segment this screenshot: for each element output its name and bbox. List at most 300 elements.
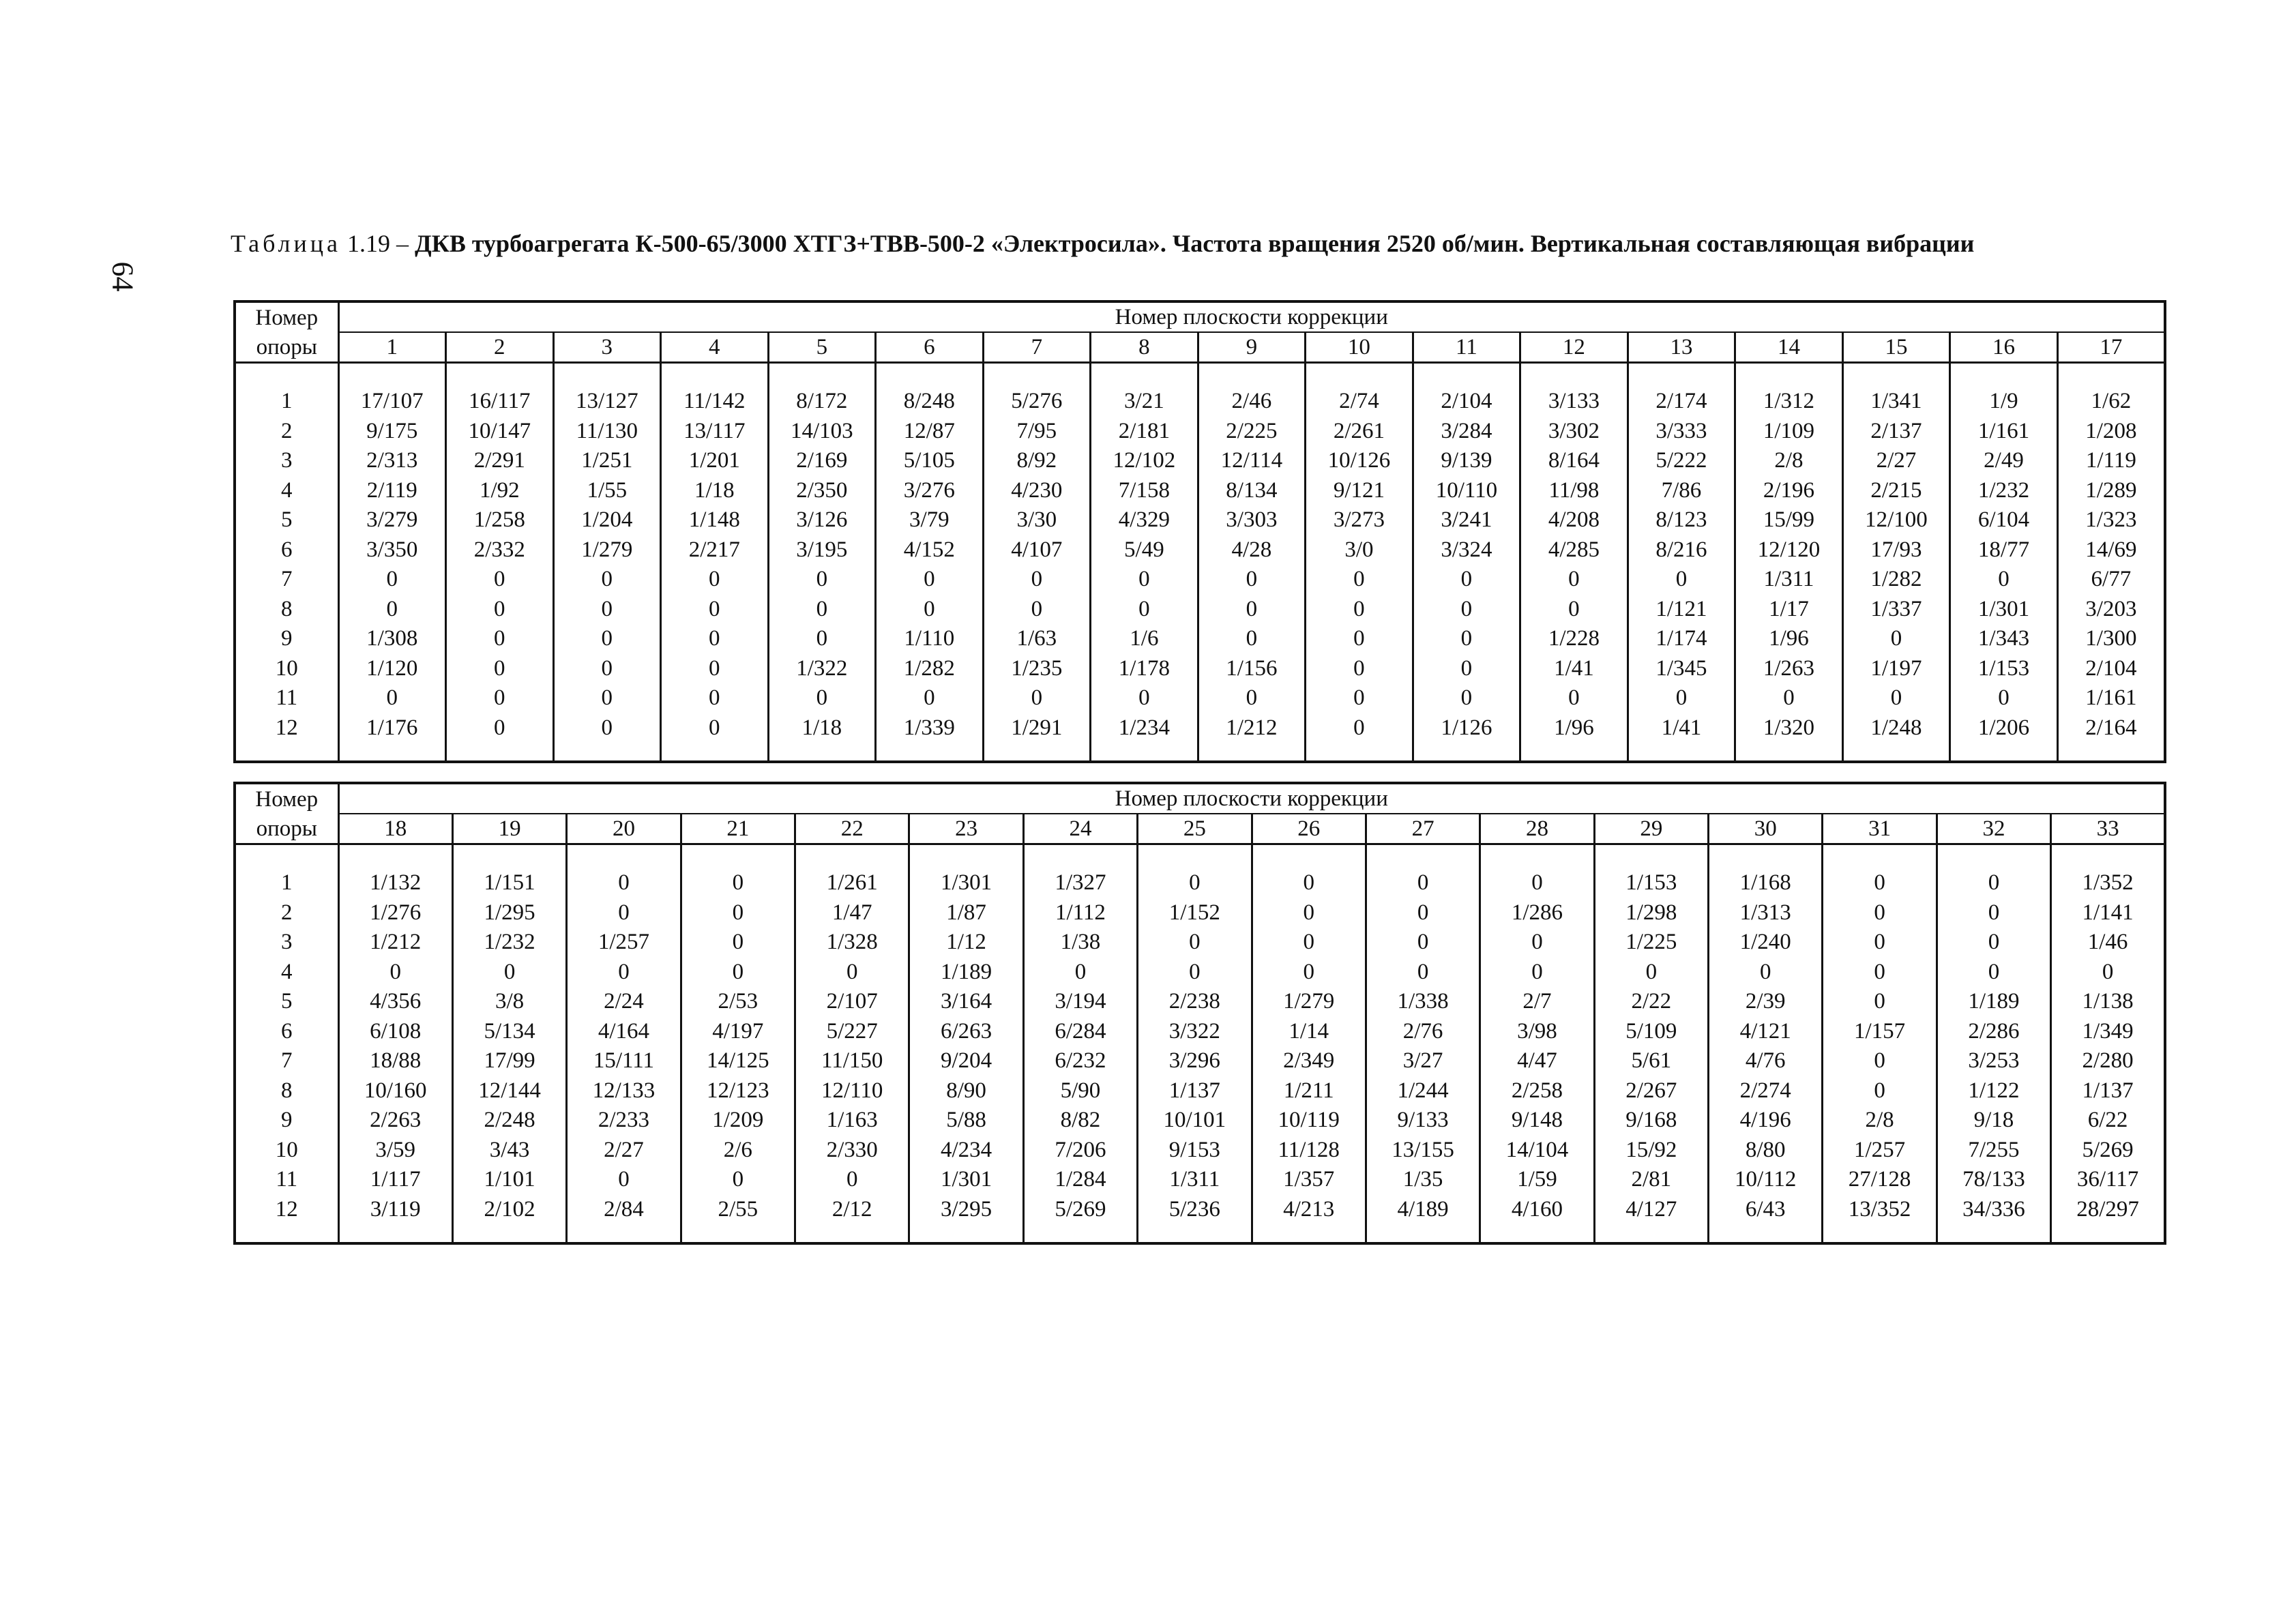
table-cell: 1/301 [909,1165,1023,1195]
table-cell: 0 [338,595,446,625]
table-row [235,654,2165,684]
table-cell: 3/8 [452,987,566,1017]
column-header: 22 [795,814,909,844]
table-cell: 0 [1950,565,2058,595]
table-cell: 1/152 [1138,898,1252,928]
table-cell: 1/122 [1937,1076,2050,1106]
table-cell: 1/312 [1735,387,1843,417]
support-number: 9 [235,1106,338,1136]
table-cell: 1/120 [338,654,446,684]
table-cell: 0 [1198,595,1306,625]
column-header: 4 [661,332,769,363]
table-cell: 7/255 [1937,1136,2050,1166]
table-cell: 4/189 [1366,1195,1480,1225]
column-header: 20 [567,814,681,844]
support-number: 9 [235,624,338,654]
table-cell: 3/253 [1937,1046,2050,1076]
table-cell: 0 [553,683,661,713]
table-cell: 1/225 [1594,928,1708,958]
column-header: 15 [1842,332,1950,363]
table-cell: 0 [1252,928,1366,958]
table-cell: 13/127 [553,387,661,417]
table-cell: 0 [1480,928,1594,958]
table-cell: 2/174 [1628,387,1735,417]
table-cell: 6/108 [338,1017,452,1047]
table-row [235,1046,2165,1076]
table-cell: 4/127 [1594,1195,1708,1225]
table-cell: 1/209 [681,1106,795,1136]
table-cell: 4/208 [1520,505,1628,535]
table-cell: 3/21 [1091,387,1198,417]
table-cell: 0 [1520,683,1628,713]
group-header: Номер плоскости коррекции [338,783,2165,814]
table-cell: 0 [567,958,681,988]
table-cell: 1/96 [1735,624,1843,654]
table-cell: 1/59 [1480,1165,1594,1195]
table-cell: 8/123 [1628,505,1735,535]
table-cell: 0 [1138,928,1252,958]
table-cell: 1/41 [1628,713,1735,743]
table-cell: 0 [553,595,661,625]
table-cell: 12/114 [1198,446,1306,476]
table-cell: 2/24 [567,987,681,1017]
support-number: 1 [235,868,338,898]
table-cell: 12/123 [681,1076,795,1106]
table-cell: 8/92 [983,446,1091,476]
table-cell: 5/236 [1138,1195,1252,1225]
table-cell: 2/350 [768,476,876,506]
table-cell: 4/356 [338,987,452,1017]
table-cell: 1/157 [1823,1017,1937,1047]
table-cell: 0 [768,565,876,595]
table-cell: 3/276 [876,476,984,506]
row-header-top: Номер [235,301,338,332]
table-cell: 5/134 [452,1017,566,1047]
table-cell: 2/261 [1306,417,1413,447]
table-cell: 0 [338,683,446,713]
column-header: 24 [1023,814,1137,844]
table-cell: 1/6 [1091,624,1198,654]
table-cell: 1/301 [1950,595,2058,625]
table-cell: 2/8 [1735,446,1843,476]
support-number: 7 [235,565,338,595]
table-cell: 1/189 [909,958,1023,988]
table-cell: 0 [1306,683,1413,713]
table-cell: 8/90 [909,1076,1023,1106]
table-cell: 6/263 [909,1017,1023,1047]
table-cell: 1/295 [452,898,566,928]
table-cell: 2/238 [1138,987,1252,1017]
table-cell: 1/156 [1198,654,1306,684]
table-cell: 3/279 [338,505,446,535]
table-cell: 0 [1937,958,2050,988]
table-cell: 1/117 [338,1165,452,1195]
table-cell: 1/178 [1091,654,1198,684]
table-cell: 0 [452,958,566,988]
table-cell: 1/197 [1842,654,1950,684]
table-cell: 1/35 [1366,1165,1480,1195]
table-row [235,476,2165,506]
table-cell: 1/38 [1023,928,1137,958]
table-cell: 12/110 [795,1076,909,1106]
table-cell: 5/61 [1594,1046,1708,1076]
column-header: 7 [983,332,1091,363]
table-cell: 2/6 [681,1136,795,1166]
table-cell: 6/104 [1950,505,2058,535]
table-cell: 8/82 [1023,1106,1137,1136]
table-row [235,1165,2165,1195]
table-cell: 0 [1413,654,1520,684]
table-cell: 2/76 [1366,1017,1480,1047]
table-cell: 14/103 [768,417,876,447]
table-cell: 0 [1138,868,1252,898]
support-number: 8 [235,1076,338,1106]
table-cell: 0 [1306,624,1413,654]
table-cell: 5/109 [1594,1017,1708,1047]
table-cell: 28/297 [2051,1195,2165,1225]
table-cell: 1/251 [553,446,661,476]
table-cell: 13/352 [1823,1195,1937,1225]
table-cell: 2/248 [452,1106,566,1136]
table-cell: 5/49 [1091,535,1198,565]
table-cell: 0 [661,624,769,654]
support-number: 8 [235,595,338,625]
support-number: 3 [235,928,338,958]
table-cell: 0 [1480,958,1594,988]
row-header-bottom: опоры [235,814,338,844]
table-cell: 11/98 [1520,476,1628,506]
table-cell: 2/84 [567,1195,681,1225]
table-row [235,1106,2165,1136]
table-cell: 15/92 [1594,1136,1708,1166]
table-cell: 1/258 [446,505,554,535]
table-cell: 2/27 [567,1136,681,1166]
table-row [235,928,2165,958]
table-cell: 0 [681,1165,795,1195]
table-cell: 1/62 [2057,387,2165,417]
table-cell: 2/164 [2057,713,2165,743]
table-cell: 1/282 [876,654,984,684]
table-cell: 2/22 [1594,987,1708,1017]
table-cell: 1/232 [1950,476,2058,506]
support-number: 12 [235,1195,338,1225]
row-header-top: Номер [235,783,338,814]
table-cell: 8/172 [768,387,876,417]
table-cell: 2/225 [1198,417,1306,447]
table-cell: 3/284 [1413,417,1520,447]
table-cell: 1/341 [1842,387,1950,417]
table-cell: 5/227 [795,1017,909,1047]
table-cell: 1/12 [909,928,1023,958]
table-cell: 1/137 [1138,1076,1252,1106]
table-cell: 0 [1306,654,1413,684]
table-cell: 1/284 [1023,1165,1137,1195]
table-cell: 1/328 [795,928,909,958]
table-cell: 0 [446,595,554,625]
table-cell: 4/160 [1480,1195,1594,1225]
table-cell: 10/101 [1138,1106,1252,1136]
column-header: 29 [1594,814,1708,844]
table-cell: 0 [1198,624,1306,654]
table-cell: 10/112 [1709,1165,1823,1195]
table-cell: 2/274 [1709,1076,1823,1106]
column-header: 32 [1937,814,2050,844]
table-row [235,1136,2165,1166]
table-cell: 1/141 [2051,898,2165,928]
table-cell: 4/213 [1252,1195,1366,1225]
table-cell: 4/164 [567,1017,681,1047]
table-cell: 9/18 [1937,1106,2050,1136]
support-number: 5 [235,987,338,1017]
table-cell: 1/153 [1950,654,2058,684]
column-header: 17 [2057,332,2165,363]
table-cell: 3/350 [338,535,446,565]
table-cell: 2/196 [1735,476,1843,506]
table-cell: 10/147 [446,417,554,447]
column-header: 23 [909,814,1023,844]
table-cell: 6/284 [1023,1017,1137,1047]
table-cell: 1/298 [1594,898,1708,928]
table-cell: 0 [1937,868,2050,898]
table-cell: 1/279 [553,535,661,565]
support-number: 10 [235,654,338,684]
table-cell: 0 [1198,565,1306,595]
table-cell: 3/27 [1366,1046,1480,1076]
table-row [235,683,2165,713]
caption-number: 1.19 – [340,230,415,257]
table-cell: 2/258 [1480,1076,1594,1106]
table-cell: 0 [446,654,554,684]
table-cell: 1/261 [795,868,909,898]
table-cell: 1/201 [661,446,769,476]
table-cell: 3/133 [1520,387,1628,417]
table-cell: 2/332 [446,535,554,565]
table-cell: 1/308 [338,624,446,654]
table-cell: 4/28 [1198,535,1306,565]
table-cell: 5/222 [1628,446,1735,476]
table-cell: 5/269 [2051,1136,2165,1166]
table-cell: 2/46 [1198,387,1306,417]
table-cell: 1/55 [553,476,661,506]
table-cell: 1/110 [876,624,984,654]
table-cell: 2/169 [768,446,876,476]
table-cell: 0 [1823,987,1937,1017]
table-cell: 1/119 [2057,446,2165,476]
column-header: 30 [1709,814,1823,844]
table-cell: 1/87 [909,898,1023,928]
table-cell: 10/160 [338,1076,452,1106]
table-cell: 0 [1842,624,1950,654]
table-cell: 0 [1366,928,1480,958]
table-cell: 1/276 [338,898,452,928]
table-cell: 12/144 [452,1076,566,1106]
table-cell: 1/234 [1091,713,1198,743]
table-cell: 1/301 [909,868,1023,898]
table-cell: 1/322 [768,654,876,684]
table-cell: 0 [1023,958,1137,988]
table-cell: 0 [446,683,554,713]
table-cell: 0 [983,683,1091,713]
table-cell: 1/132 [338,868,452,898]
column-header: 12 [1520,332,1628,363]
column-header: 1 [338,332,446,363]
table-cell: 2/181 [1091,417,1198,447]
table-cell: 4/329 [1091,505,1198,535]
table-cell: 9/153 [1138,1136,1252,1166]
table-cell: 6/77 [2057,565,2165,595]
table-cell: 0 [1823,868,1937,898]
table-row [235,446,2165,476]
table-cell: 2/55 [681,1195,795,1225]
table-cell: 78/133 [1937,1165,2050,1195]
table-cell: 1/212 [338,928,452,958]
group-header: Номер плоскости коррекции [338,301,2165,332]
table-cell: 1/63 [983,624,1091,654]
table-cell: 0 [876,683,984,713]
table-cell: 8/216 [1628,535,1735,565]
table-cell: 1/163 [795,1106,909,1136]
table-cell: 0 [1366,868,1480,898]
table-cell: 3/241 [1413,505,1520,535]
table-cell: 1/46 [2051,928,2165,958]
support-number: 12 [235,713,338,743]
support-number: 6 [235,535,338,565]
table-cell: 9/139 [1413,446,1520,476]
table-cell: 17/93 [1842,535,1950,565]
table-row [235,987,2165,1017]
table-cell: 4/121 [1709,1017,1823,1047]
table-cell: 0 [1823,958,1937,988]
table-cell: 9/133 [1366,1106,1480,1136]
support-number: 11 [235,1165,338,1195]
table-cell: 1/47 [795,898,909,928]
table-part-2 [233,782,2166,1245]
table-cell: 0 [1091,595,1198,625]
table-cell: 0 [2051,958,2165,988]
table-cell: 1/92 [446,476,554,506]
table-cell: 1/153 [1594,868,1708,898]
table-cell: 8/80 [1709,1136,1823,1166]
table-cell: 0 [1735,683,1843,713]
table-cell: 10/110 [1413,476,1520,506]
table-cell: 2/137 [1842,417,1950,447]
table-cell: 0 [1823,928,1937,958]
table-cell: 14/69 [2057,535,2165,565]
table-cell: 2/349 [1252,1046,1366,1076]
table-cell: 0 [1950,683,2058,713]
table-cell: 3/322 [1138,1017,1252,1047]
table-cell: 0 [553,713,661,743]
table-cell: 1/289 [2057,476,2165,506]
table-cell: 5/269 [1023,1195,1137,1225]
table-cell: 4/197 [681,1017,795,1047]
table-cell: 0 [553,624,661,654]
table-cell: 3/203 [2057,595,2165,625]
table-cell: 1/337 [1842,595,1950,625]
table-cell: 5/88 [909,1106,1023,1136]
column-header: 5 [768,332,876,363]
table-cell: 1/126 [1413,713,1520,743]
table-cell: 34/336 [1937,1195,2050,1225]
table-cell: 1/279 [1252,987,1366,1017]
table-cell: 0 [553,654,661,684]
column-header: 31 [1823,814,1937,844]
table-cell: 3/59 [338,1136,452,1166]
table-cell: 0 [1709,958,1823,988]
table-cell: 3/30 [983,505,1091,535]
table-cell: 1/228 [1520,624,1628,654]
table-cell: 2/12 [795,1195,909,1225]
page-number: 64 [106,261,140,292]
table-cell: 17/99 [452,1046,566,1076]
support-number: 7 [235,1046,338,1076]
table-cell: 1/235 [983,654,1091,684]
column-header: 13 [1628,332,1735,363]
table-row [235,898,2165,928]
caption-title: ДКВ турбоагрегата К-500-65/3000 ХТГЗ+ТВВ-500-2 «Электросила». Частота вращения 2520 об/мин. Вертикальная составляющая вибрации [414,230,1975,257]
table-cell: 1/240 [1709,928,1823,958]
table-cell: 1/244 [1366,1076,1480,1106]
table-cell: 36/117 [2051,1165,2165,1195]
table-cell: 0 [1091,683,1198,713]
table-cell: 3/333 [1628,417,1735,447]
table-cell: 17/107 [338,387,446,417]
table-caption [231,229,2175,258]
table-cell: 0 [1520,565,1628,595]
table-cell: 11/150 [795,1046,909,1076]
table-cell: 0 [1413,683,1520,713]
table-cell: 6/232 [1023,1046,1137,1076]
table-cell: 1/352 [2051,868,2165,898]
support-number: 4 [235,958,338,988]
table-cell: 0 [1937,928,2050,958]
table-cell: 2/39 [1709,987,1823,1017]
table-cell: 0 [1628,565,1735,595]
table-cell: 0 [1520,595,1628,625]
table-cell: 1/286 [1480,898,1594,928]
table-cell: 1/300 [2057,624,2165,654]
table-cell: 0 [661,713,769,743]
table-cell: 2/267 [1594,1076,1708,1106]
table-cell: 10/119 [1252,1106,1366,1136]
support-number: 6 [235,1017,338,1047]
table-cell: 2/107 [795,987,909,1017]
table-cell: 0 [446,713,554,743]
table-cell: 7/158 [1091,476,1198,506]
table-cell: 3/302 [1520,417,1628,447]
table-row [235,958,2165,988]
table-cell: 0 [1306,565,1413,595]
table-cell: 1/121 [1628,595,1735,625]
table-cell: 11/130 [553,417,661,447]
table-cell: 1/212 [1198,713,1306,743]
table-cell: 4/76 [1709,1046,1823,1076]
table-row [235,713,2165,743]
table-row [235,535,2165,565]
table-cell: 1/211 [1252,1076,1366,1106]
table-cell: 2/330 [795,1136,909,1166]
column-header: 16 [1950,332,2058,363]
table-cell: 1/338 [1366,987,1480,1017]
table-cell: 3/303 [1198,505,1306,535]
table-cell: 0 [681,868,795,898]
table-cell: 9/121 [1306,476,1413,506]
table-cell: 0 [681,928,795,958]
table-cell: 0 [1366,898,1480,928]
table-cell: 1/357 [1252,1165,1366,1195]
table-cell: 0 [795,1165,909,1195]
table-cell: 0 [795,958,909,988]
